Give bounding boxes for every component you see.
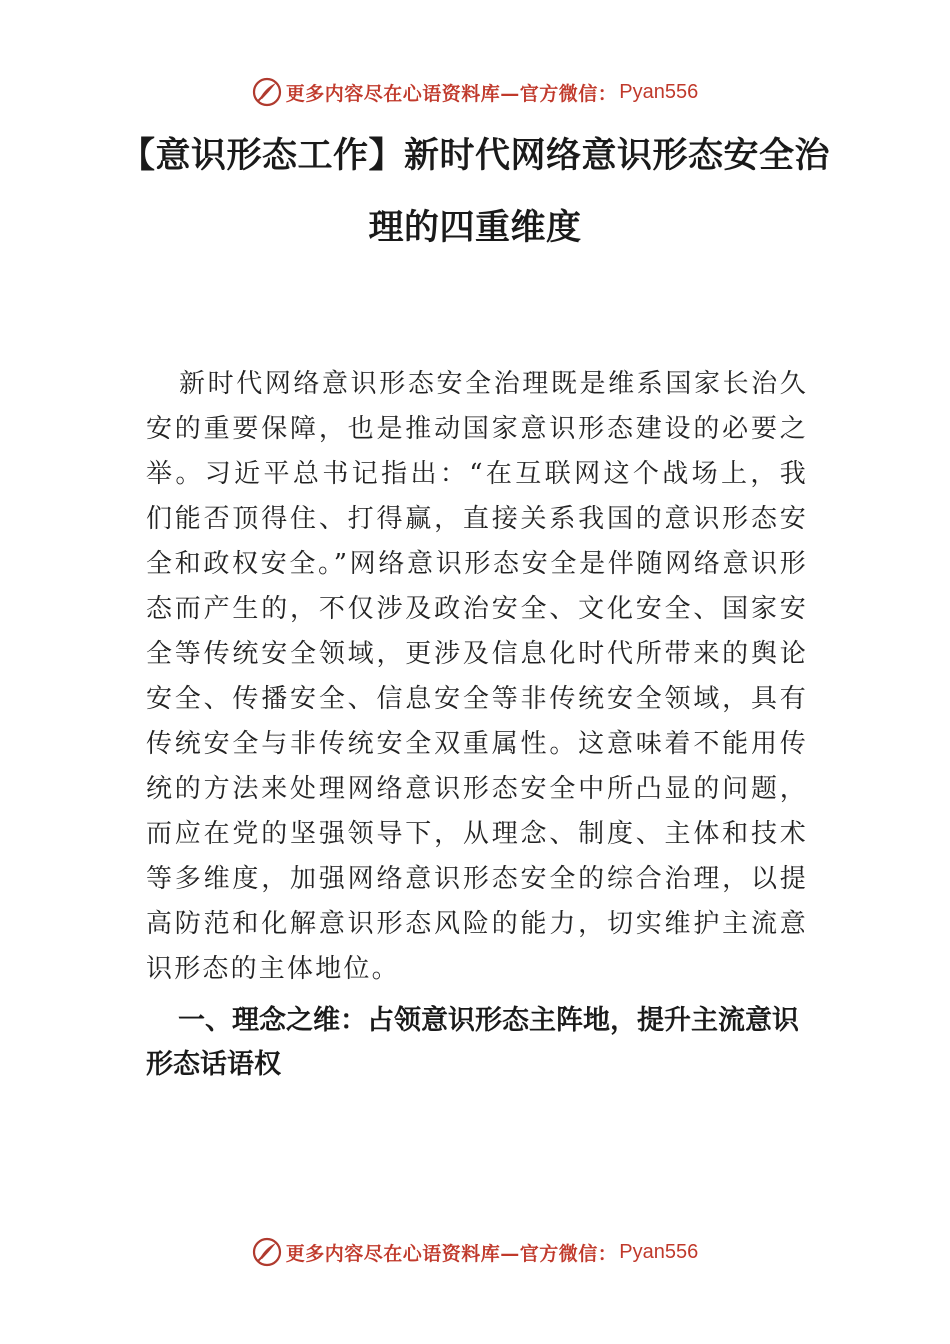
watermark-text: 更多内容尽在心语资料库—官方微信： <box>285 82 618 105</box>
watermark-wechat-id: Pyan556 <box>619 80 699 103</box>
document-title-line-2: 理的四重维度 <box>368 208 582 248</box>
footer-watermark <box>0 1232 950 1272</box>
watermark-wechat-id: Pyan556 <box>619 1240 699 1263</box>
quill-logo-icon <box>252 1237 282 1267</box>
body-paragraph: 新时代网络意识形态安全治理既是维系国家长治久安的重要保障，也是推动国家意识形态建设的必要之举。习近平总书记指出：“在互联网这个战场上，我们能否顶得住、打得赢，直接关系我国的意识形态安全和政权安全。”网络意识形态安全是伴随网络意识形态而产生的，不仅涉及政治安全、文化安全、国家安全等传统安全领域，更涉及信息化时代所带来的舆论安全、传播安全、信息安全等非传统安全领域，具有传统安全与非传统安全双重属性。这意味着不能用传统的方法来处理网络意识形态安全中所凸显的问题，而应在党的坚强领导下，从理念、制度、主体和技术等多维度，加强网络意识形态安全的综合治理，以提高防范和化解意识形态风险的能力，切实维护主流意识形态的主体地位。 <box>146 369 808 984</box>
section-heading-1: 一、理念之维：占领意识形态主阵地，提升主流意识形态话语权 <box>146 1005 799 1080</box>
watermark-text: 更多内容尽在心语资料库—官方微信： <box>285 1242 618 1265</box>
document-title-line-1: 【意识形态工作】新时代网络意识形态安全治 <box>119 136 830 176</box>
quill-logo-icon <box>252 77 282 107</box>
header-watermark <box>0 72 950 112</box>
